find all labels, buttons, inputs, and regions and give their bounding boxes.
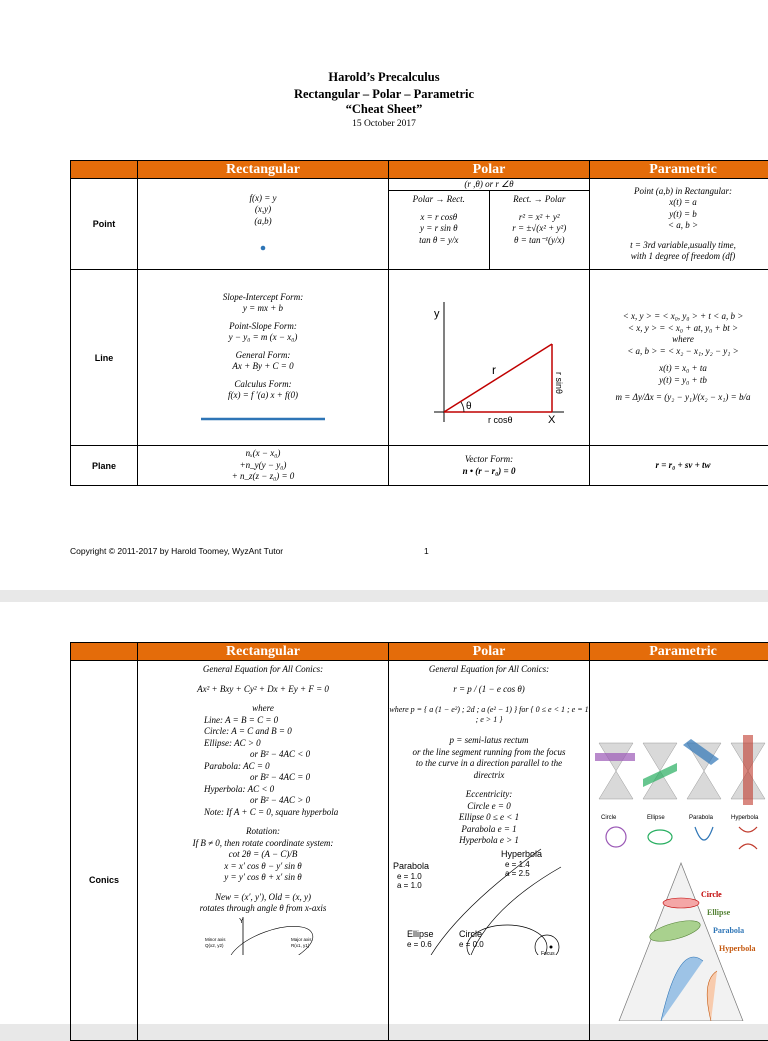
conics-rect-line: New = (x′, y′), Old = (x, y) xyxy=(138,892,388,904)
polar-to-rect-eq: y = r sin θ xyxy=(389,223,489,235)
polar-to-rect-eq: x = r cosθ xyxy=(389,212,489,224)
cone-label-hyperbola: Hyperbola xyxy=(719,944,755,953)
polar-to-rect-eq: tan θ = y/x xyxy=(389,235,489,247)
doc-date: 15 October 2017 xyxy=(0,119,768,129)
conics-polar-line: Eccentricity: xyxy=(389,789,589,801)
eccentricity-diagram xyxy=(391,847,587,955)
focus-label: Focus xyxy=(541,951,555,955)
line-param-line: < x, y > = < x₀ + at, y₀ + bt > xyxy=(590,323,768,335)
conic-name-parabola: Parabola xyxy=(689,815,714,821)
axis-y-label: y xyxy=(434,308,440,320)
conics-rect-line: where xyxy=(138,703,388,715)
point-param-line: t = 3rd variable,usually time, xyxy=(590,240,768,252)
comparison-table xyxy=(70,160,768,486)
copyright-notice: Copyright © 2011-2017 by Harold Toomey, WyzAnt Tutor xyxy=(70,546,283,556)
line-rect-line: Point-Slope Form: xyxy=(138,321,388,333)
conic-sections-illustration xyxy=(591,731,768,1021)
col-head-rect: Rectangular xyxy=(138,643,389,661)
axis-x-label: X xyxy=(548,414,556,426)
doc-title: Harold’s Precalculus xyxy=(0,70,768,85)
line-rect-line: Ax + By + C = 0 xyxy=(138,361,388,373)
conics-rect-line: or B² − 4AC < 0 xyxy=(204,749,388,761)
conics-rect-line: General Equation for All Conics: xyxy=(138,664,388,676)
hyperbola-a: a = 2.5 xyxy=(505,869,530,878)
ellipse-e: e = 0.6 xyxy=(407,940,432,949)
page-2 xyxy=(0,602,768,1024)
plane-polar-line: Vector Form: xyxy=(389,454,589,466)
conic-name-circle: Circle xyxy=(601,815,617,821)
conic-name-ellipse: Ellipse xyxy=(647,815,665,821)
conics-rect-line: Ax² + Bxy + Cy² + Dx + Ey + F = 0 xyxy=(138,684,388,696)
col-head-polar: Polar xyxy=(389,161,590,179)
plane-rect-line: + n_z(z − z₀) = 0 xyxy=(138,471,388,483)
line-param-line: m = Δy/Δx = (y₂ − y₁)/(x₂ − x₁) = b/a xyxy=(590,392,768,404)
cone-label-parabola: Parabola xyxy=(713,926,744,935)
point-rect-cell xyxy=(138,179,389,270)
conics-rect-line: Hyperbola: AC < 0 xyxy=(204,784,388,796)
conics-polar-line: Hyperbola e > 1 xyxy=(389,835,589,847)
polar-triangle-diagram xyxy=(404,282,574,432)
parabola-label: Parabola xyxy=(393,861,429,871)
line-rect-line: f(x) = f ′(a) x + f(0) xyxy=(138,390,388,402)
point-param-cell xyxy=(590,179,768,270)
line-param-line: x(t) = x₀ + ta xyxy=(590,363,768,375)
conics-polar-line: Ellipse 0 ≤ e < 1 xyxy=(389,812,589,824)
circle-e: e = 0.0 xyxy=(459,940,484,949)
conics-rect-line: or B² − 4AC = 0 xyxy=(204,772,388,784)
doc-sheet-label: “Cheat Sheet” xyxy=(0,102,768,117)
conics-polar-line: r = p / (1 − e cos θ) xyxy=(389,684,589,696)
line-rect-line: y = mx + b xyxy=(138,303,388,315)
conics-polar-line: p = semi-latus rectum xyxy=(389,735,589,747)
line-rect-line: General Form: xyxy=(138,350,388,362)
minor-axis-label: Minor axis xyxy=(205,937,226,942)
plane-rect-cell xyxy=(138,446,389,486)
conics-polar-line: Circle e = 0 xyxy=(389,801,589,813)
line-polar-cell xyxy=(389,270,590,446)
conics-polar-line: where p = { a (1 − e²) ; 2d ; a (e² − 1) } for { 0 ≤ e < 1 ; e = 1 ; e > 1 } xyxy=(389,705,589,725)
corner-cell xyxy=(71,161,138,179)
polar-to-rect-head: Polar → Rect. xyxy=(389,194,489,206)
conics-rect-line: Parabola: AC = 0 xyxy=(204,761,388,773)
line-param-line: where xyxy=(590,334,768,346)
conics-polar-line: or the line segment running from the focus xyxy=(389,747,589,759)
point-polar-cell xyxy=(389,179,590,270)
rotated-ellipse-diagram xyxy=(203,915,323,955)
rsin-label: r sinθ xyxy=(554,372,564,394)
conics-rect-line: Circle: A = C and B = 0 xyxy=(204,726,388,738)
plane-param-eq: r = r₀ + sv + tw xyxy=(590,460,768,472)
conics-rect-line: Note: If A + C = 0, square hyperbola xyxy=(204,807,388,819)
conics-rect-line: If B ≠ 0, then rotate coordinate system: xyxy=(138,838,388,850)
conics-rect-line: x = x′ cos θ − y′ sin θ xyxy=(138,861,388,873)
radius-label: r xyxy=(492,363,496,377)
row-label-point: Point xyxy=(71,179,138,270)
line-param-line: < x, y > = < x₀, y₀ > + t < a, b > xyxy=(590,311,768,323)
conics-rect-line: Ellipse: AC > 0 xyxy=(204,738,388,750)
line-rect-line: Calculus Form: xyxy=(138,379,388,391)
conics-polar-cell xyxy=(389,661,590,1041)
conics-rect-line: or B² − 4AC > 0 xyxy=(204,795,388,807)
line-param-line: < a, b > = < x₂ − x₁, y₂ − y₁ > xyxy=(590,346,768,358)
hyperbola-e: e = 1.4 xyxy=(505,860,530,869)
corner-cell xyxy=(71,643,138,661)
cone-label-ellipse: Ellipse xyxy=(707,908,731,917)
conics-rect-line: rotates through angle θ from x-axis xyxy=(138,903,388,915)
circle-label: Circle xyxy=(459,929,482,939)
point-param-line: Point (a,b) in Rectangular: xyxy=(590,186,768,198)
conics-rect-line: cot 2θ = (A − C)/B xyxy=(138,849,388,861)
point-rect-line: (a,b) xyxy=(138,216,388,228)
rect-to-polar-eq: r = ±√(x² + y²) xyxy=(490,223,590,235)
rect-to-polar-eq: r² = x² + y² xyxy=(490,212,590,224)
rot-y-label: Y xyxy=(239,918,244,925)
col-head-param: Parametric xyxy=(590,643,768,661)
plane-param-cell xyxy=(590,446,768,486)
conic-name-hyperbola: Hyperbola xyxy=(731,815,759,821)
theta-label: θ xyxy=(466,401,472,412)
hyperbola-label: Hyperbola xyxy=(501,849,542,859)
major-axis-label: Major axis xyxy=(291,937,312,942)
col-head-rect: Rectangular xyxy=(138,161,389,179)
line-rect-line: y − y₀ = m (x − x₀) xyxy=(138,332,388,344)
row-label-plane: Plane xyxy=(71,446,138,486)
line-sample xyxy=(198,416,328,422)
conics-polar-line: to the curve in a direction parallel to the xyxy=(389,758,589,770)
row-label-conics: Conics xyxy=(71,661,138,1041)
doc-subtitle: Rectangular – Polar – Parametric xyxy=(0,87,768,102)
point-rect-line: (x,y) xyxy=(138,204,388,216)
parabola-a: a = 1.0 xyxy=(397,881,422,890)
conics-param-cell xyxy=(590,661,768,1041)
point-rect-line: f(x) = y xyxy=(138,193,388,205)
parabola-e: e = 1.0 xyxy=(397,872,422,881)
conics-rect-line: y = y′ cos θ + x′ sin θ xyxy=(138,872,388,884)
cone-label-circle: Circle xyxy=(701,890,722,899)
point-dot xyxy=(258,243,268,253)
line-param-cell xyxy=(590,270,768,446)
point-param-line: y(t) = b xyxy=(590,209,768,221)
minor-point-label: Q(x2, y2) xyxy=(205,943,224,948)
rcos-label: r cosθ xyxy=(488,415,513,425)
plane-polar-line: n • (r − r₀) = 0 xyxy=(389,466,589,478)
page-number: 1 xyxy=(424,546,429,556)
rect-to-polar-head: Rect. → Polar xyxy=(490,194,590,206)
conics-polar-line: General Equation for All Conics: xyxy=(389,664,589,676)
conics-polar-line: directrix xyxy=(389,770,589,782)
major-point-label: R(x1, y1) xyxy=(291,943,310,948)
plane-polar-cell xyxy=(389,446,590,486)
point-param-line: x(t) = a xyxy=(590,197,768,209)
col-head-param: Parametric xyxy=(590,161,768,179)
conics-rect-line: Rotation: xyxy=(138,826,388,838)
col-head-polar: Polar xyxy=(389,643,590,661)
conics-table xyxy=(70,642,768,1041)
point-param-line: with 1 degree of freedom (df) xyxy=(590,251,768,263)
plane-rect-line: nₓ(x − x₀) xyxy=(138,448,388,460)
line-param-line: y(t) = y₀ + tb xyxy=(590,375,768,387)
ellipse-label: Ellipse xyxy=(407,929,434,939)
conics-polar-line: Parabola e = 1 xyxy=(389,824,589,836)
conics-rect-line: Line: A = B = C = 0 xyxy=(204,715,388,727)
conics-rect-cell xyxy=(138,661,389,1041)
line-rect-cell xyxy=(138,270,389,446)
line-rect-line: Slope-Intercept Form: xyxy=(138,292,388,304)
point-param-line: < a, b > xyxy=(590,220,768,232)
rect-to-polar-eq: θ = tan⁻¹(y/x) xyxy=(490,235,590,247)
row-label-line: Line xyxy=(71,270,138,446)
polar-notation: (r ,θ) or r ∠θ xyxy=(389,179,589,191)
plane-rect-line: +n_y(y − y₀) xyxy=(138,460,388,472)
